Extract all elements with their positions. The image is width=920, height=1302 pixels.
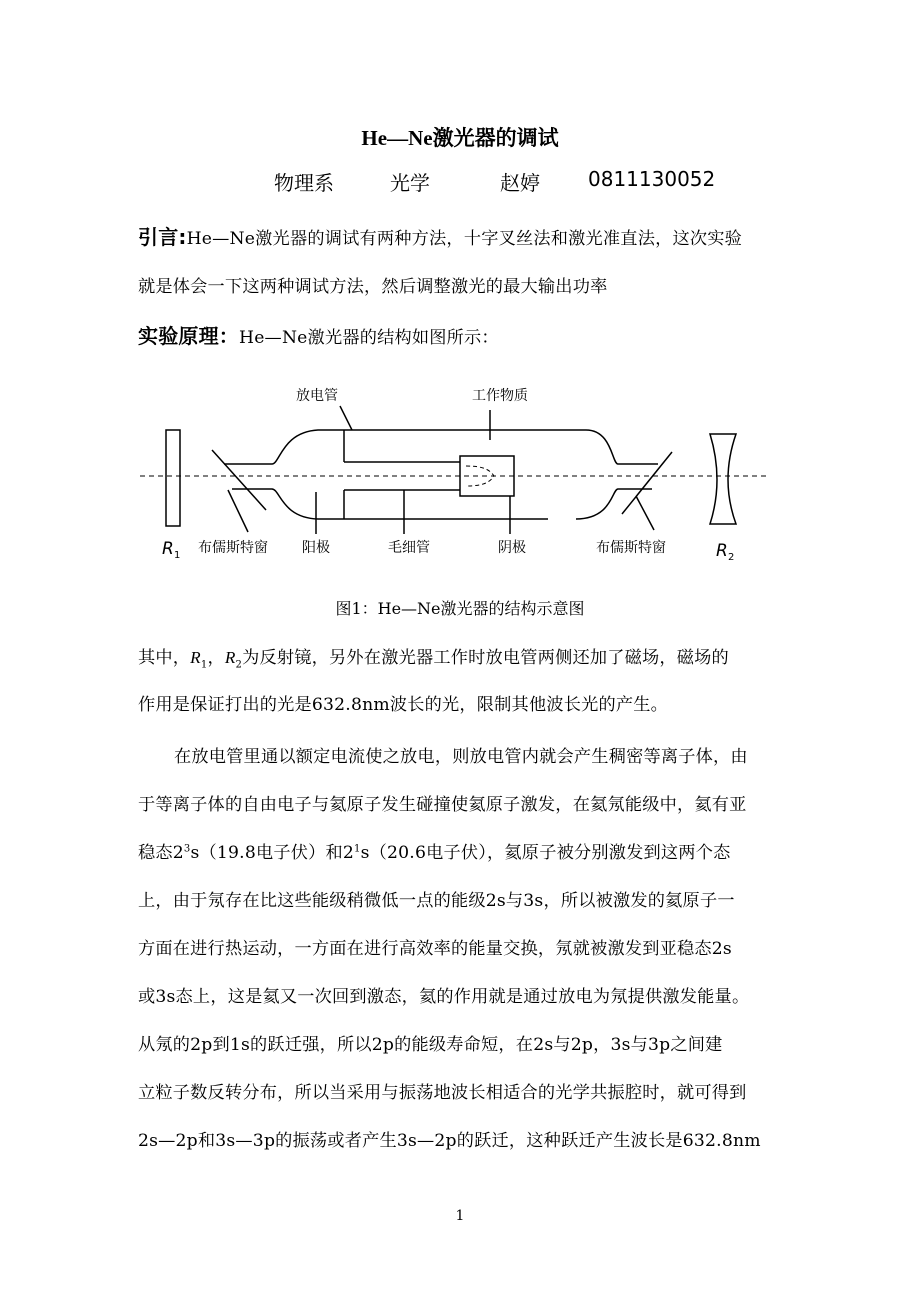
label-anode: 阳极: [302, 540, 330, 556]
para2-l3-c: s（20.6电子伏），氦原子被分别激发到这两个态: [360, 843, 731, 863]
symbol-r2: R: [224, 648, 236, 667]
intro-line-1: [138, 224, 742, 249]
para2-line-9: 2s—2p和3s—3p的振荡或者产生3s—2p的跃迁，这种跃迁产生波长是632.8nm: [138, 1131, 761, 1151]
mirror-r1: [166, 430, 180, 526]
para1-text-b: 为反射镜，另外在激光器工作时放电管两侧还加了磁场，磁场的: [242, 648, 729, 668]
laser-structure-diagram: [0, 370, 920, 570]
mirror-r2: [710, 434, 736, 524]
figure-caption: 图1：He—Ne激光器的结构示意图: [335, 599, 585, 618]
brewster-window-right: [622, 452, 672, 514]
label-discharge-tube: 放电管: [296, 388, 338, 404]
tube-upper-wall: [272, 430, 586, 464]
para2-line-7: 从氖的2p到1s的跃迁强，所以2p的能级寿命短，在2s与2p，3s与3p之间建: [138, 1035, 723, 1055]
label-brewster-left: 布儒斯特窗: [198, 540, 268, 556]
author-student-id: 0811130052: [588, 167, 716, 191]
author-department: 物理系: [274, 171, 334, 195]
intro-label: 引言:: [138, 225, 187, 249]
para1-line-1: [138, 643, 729, 670]
para1-comma: ，: [207, 648, 225, 668]
principle-text: He—Ne激光器的结构如图所示：: [239, 328, 499, 348]
page-number: 1: [455, 1208, 465, 1224]
symbol-r1: R: [190, 648, 201, 667]
paper-title: He—Ne激光器的调试: [361, 126, 559, 150]
author-major: 光学: [390, 171, 430, 195]
para2-line-1: 在放电管里通以额定电流使之放电，则放电管内就会产生稠密等离子体，由: [174, 747, 748, 767]
para2-line-3: [138, 838, 730, 863]
label-r1: R: [162, 539, 174, 559]
para2-line-4: 上，由于氖存在比这些能级稍微低一点的能级2s与3s，所以被激发的氦原子一: [138, 891, 735, 911]
para1-line-2: 作用是保证打出的光是632.8nm波长的光，限制其他波长光的产生。: [138, 695, 669, 715]
label-r2-sub: 2: [728, 552, 735, 563]
para2-l3-a: 稳态2: [138, 843, 184, 863]
para2-l3-b: s（19.8电子伏）和2: [190, 843, 355, 863]
label-r2: R: [716, 541, 728, 561]
label-capillary: 毛细管: [388, 540, 430, 556]
label-cathode: 阴极: [498, 540, 526, 556]
para2-line-2: 于等离子体的自由电子与氦原子发生碰撞使氦原子激发，在氦氖能级中，氦有亚: [138, 795, 747, 815]
principle-label: 实验原理：: [138, 324, 239, 348]
para2-line-8: 立粒子数反转分布，所以当采用与振荡地波长相适合的光学共振腔时，就可得到: [138, 1083, 747, 1103]
para2-l3-sup1: 3: [183, 843, 191, 855]
intro-line-2: 就是体会一下这两种调试方法，然后调整激光的最大输出功率: [138, 277, 608, 297]
symbol-r1-sub: 1: [200, 659, 208, 671]
para2-line-5: 方面在进行热运动，一方面在进行高效率的能量交换，氖就被激发到亚稳态2s: [138, 939, 732, 959]
label-r1-sub: 1: [174, 550, 181, 561]
para1-text-a: 其中，: [138, 648, 191, 668]
symbol-r2-sub: 2: [235, 659, 243, 671]
label-working-medium: 工作物质: [472, 388, 528, 404]
brewster-window-left: [212, 450, 266, 510]
principle-line: [138, 320, 499, 349]
label-brewster-right: 布儒斯特窗: [596, 540, 666, 556]
tube-right-upper: [586, 430, 658, 464]
para2-l3-sup2: 1: [354, 843, 361, 855]
tube-lower-wall: [272, 489, 548, 519]
author-name: 赵婷: [500, 171, 540, 195]
intro-text-1: He—Ne激光器的调试有两种方法，十字叉丝法和激光准直法，这次实验: [186, 229, 743, 249]
para2-line-6: 或3s态上，这是氦又一次回到激态，氦的作用就是通过放电为氖提供激发能量。: [138, 987, 750, 1007]
